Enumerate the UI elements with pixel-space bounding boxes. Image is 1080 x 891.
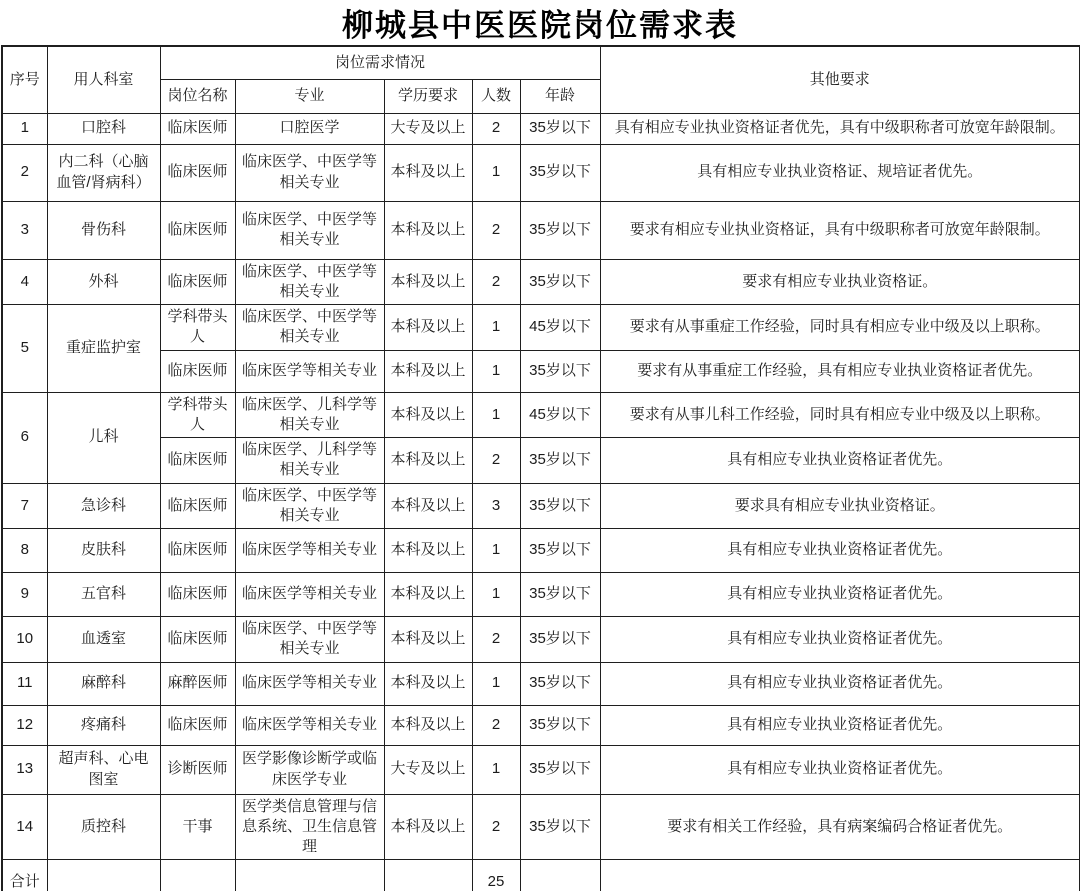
cell-other: 要求具有相应专业执业资格证。	[600, 483, 1080, 529]
header-major: 专业	[235, 79, 384, 113]
cell-other: 要求有从事重症工作经验，同时具有相应专业中级及以上职称。	[600, 305, 1080, 351]
cell-empty	[235, 860, 384, 891]
cell-position: 临床医师	[160, 259, 235, 305]
cell-position: 临床医师	[160, 617, 235, 663]
cell-other: 具有相应专业执业资格证者优先。	[600, 745, 1080, 794]
cell-dept: 内二科（心脑血管/肾病科）	[47, 144, 160, 201]
cell-dept: 儿科	[47, 392, 160, 483]
cell-age: 45岁以下	[520, 305, 600, 351]
cell-no: 13	[2, 745, 47, 794]
cell-count: 1	[472, 305, 520, 351]
cell-count: 1	[472, 529, 520, 573]
header-requirement-group: 岗位需求情况	[160, 46, 600, 79]
cell-other: 具有相应专业执业资格证者优先。	[600, 529, 1080, 573]
cell-count: 1	[472, 350, 520, 392]
header-count: 人数	[472, 79, 520, 113]
cell-position: 临床医师	[160, 113, 235, 144]
cell-position: 干事	[160, 794, 235, 860]
cell-education: 本科及以上	[384, 529, 472, 573]
cell-empty	[47, 860, 160, 891]
cell-dept: 急诊科	[47, 483, 160, 529]
cell-dept: 骨伤科	[47, 201, 160, 259]
cell-major: 临床医学、中医学等相关专业	[235, 617, 384, 663]
cell-other: 要求有相应专业执业资格证，具有中级职称者可放宽年龄限制。	[600, 201, 1080, 259]
cell-no: 12	[2, 705, 47, 745]
cell-position: 临床医师	[160, 350, 235, 392]
cell-major: 医学类信息管理与信息系统、卫生信息管理	[235, 794, 384, 860]
header-age: 年龄	[520, 79, 600, 113]
table-row	[2, 529, 1080, 573]
footer-row	[2, 860, 1080, 891]
table-row	[2, 794, 1080, 860]
cell-major: 临床医学、儿科学等相关专业	[235, 438, 384, 484]
cell-education: 本科及以上	[384, 617, 472, 663]
table-row	[2, 113, 1080, 144]
cell-count: 1	[472, 144, 520, 201]
cell-education: 本科及以上	[384, 705, 472, 745]
cell-education: 大专及以上	[384, 745, 472, 794]
cell-other: 具有相应专业执业资格证者优先。	[600, 662, 1080, 705]
cell-dept: 五官科	[47, 573, 160, 617]
cell-other: 要求有相应专业执业资格证。	[600, 259, 1080, 305]
cell-no: 7	[2, 483, 47, 529]
cell-major: 临床医学等相关专业	[235, 662, 384, 705]
cell-count: 1	[472, 745, 520, 794]
cell-major: 临床医学、中医学等相关专业	[235, 144, 384, 201]
cell-major: 临床医学等相关专业	[235, 573, 384, 617]
cell-age: 35岁以下	[520, 662, 600, 705]
cell-age: 35岁以下	[520, 617, 600, 663]
cell-other: 要求有从事儿科工作经验，同时具有相应专业中级及以上职称。	[600, 392, 1080, 438]
cell-major: 临床医学、中医学等相关专业	[235, 305, 384, 351]
cell-age: 35岁以下	[520, 201, 600, 259]
cell-count: 3	[472, 483, 520, 529]
cell-major: 临床医学等相关专业	[235, 350, 384, 392]
cell-other: 要求有相关工作经验，具有病案编码合格证者优先。	[600, 794, 1080, 860]
table-row	[2, 662, 1080, 705]
cell-position: 学科带头人	[160, 305, 235, 351]
cell-count: 1	[472, 573, 520, 617]
cell-age: 35岁以下	[520, 705, 600, 745]
cell-age: 35岁以下	[520, 259, 600, 305]
cell-no: 4	[2, 259, 47, 305]
cell-no: 1	[2, 113, 47, 144]
cell-no: 8	[2, 529, 47, 573]
cell-no: 10	[2, 617, 47, 663]
table-row	[2, 745, 1080, 794]
cell-major: 临床医学、中医学等相关专业	[235, 483, 384, 529]
header-education: 学历要求	[384, 79, 472, 113]
cell-other: 要求有从事重症工作经验，具有相应专业执业资格证者优先。	[600, 350, 1080, 392]
header-position: 岗位名称	[160, 79, 235, 113]
cell-major: 医学影像诊断学或临床医学专业	[235, 745, 384, 794]
cell-dept: 重症监护室	[47, 305, 160, 393]
table-row	[2, 144, 1080, 201]
cell-age: 35岁以下	[520, 573, 600, 617]
cell-age: 35岁以下	[520, 529, 600, 573]
cell-no: 3	[2, 201, 47, 259]
cell-position: 临床医师	[160, 573, 235, 617]
cell-no: 14	[2, 794, 47, 860]
cell-position: 学科带头人	[160, 392, 235, 438]
cell-no: 11	[2, 662, 47, 705]
cell-count: 2	[472, 201, 520, 259]
cell-education: 本科及以上	[384, 662, 472, 705]
cell-count: 2	[472, 113, 520, 144]
cell-dept: 质控科	[47, 794, 160, 860]
cell-total-label: 合计	[2, 860, 47, 891]
cell-age: 35岁以下	[520, 438, 600, 484]
cell-other: 具有相应专业执业资格证者优先。	[600, 573, 1080, 617]
cell-count: 2	[472, 705, 520, 745]
table-row	[2, 305, 1080, 351]
cell-position: 临床医师	[160, 144, 235, 201]
cell-dept: 皮肤科	[47, 529, 160, 573]
job-requirements-table	[1, 45, 1080, 891]
cell-education: 大专及以上	[384, 113, 472, 144]
cell-age: 35岁以下	[520, 144, 600, 201]
cell-count: 2	[472, 794, 520, 860]
header-other: 其他要求	[600, 46, 1080, 113]
cell-dept: 疼痛科	[47, 705, 160, 745]
cell-dept: 超声科、心电图室	[47, 745, 160, 794]
table-subrow	[2, 438, 1080, 484]
cell-dept: 外科	[47, 259, 160, 305]
cell-no: 5	[2, 305, 47, 393]
cell-education: 本科及以上	[384, 392, 472, 438]
cell-major: 临床医学等相关专业	[235, 705, 384, 745]
cell-position: 临床医师	[160, 438, 235, 484]
cell-age: 35岁以下	[520, 483, 600, 529]
cell-empty	[600, 860, 1080, 891]
cell-education: 本科及以上	[384, 305, 472, 351]
header-row-1	[2, 46, 1080, 79]
cell-major: 临床医学、中医学等相关专业	[235, 259, 384, 305]
cell-dept: 血透室	[47, 617, 160, 663]
table-subrow	[2, 350, 1080, 392]
table-row	[2, 259, 1080, 305]
table-row	[2, 705, 1080, 745]
cell-age: 35岁以下	[520, 794, 600, 860]
cell-education: 本科及以上	[384, 350, 472, 392]
cell-education: 本科及以上	[384, 438, 472, 484]
cell-other: 具有相应专业执业资格证者优先。	[600, 705, 1080, 745]
cell-age: 45岁以下	[520, 392, 600, 438]
cell-position: 麻醉医师	[160, 662, 235, 705]
cell-other: 具有相应专业执业资格证者优先。	[600, 617, 1080, 663]
table-row	[2, 201, 1080, 259]
cell-count: 1	[472, 662, 520, 705]
cell-count: 2	[472, 259, 520, 305]
table-row	[2, 573, 1080, 617]
cell-education: 本科及以上	[384, 794, 472, 860]
cell-count: 1	[472, 392, 520, 438]
cell-no: 2	[2, 144, 47, 201]
cell-major: 口腔医学	[235, 113, 384, 144]
cell-count: 2	[472, 438, 520, 484]
cell-other: 具有相应专业执业资格证者优先。	[600, 438, 1080, 484]
cell-position: 临床医师	[160, 201, 235, 259]
cell-education: 本科及以上	[384, 483, 472, 529]
header-department: 用人科室	[47, 46, 160, 113]
cell-total-count: 25	[472, 860, 520, 891]
cell-dept: 麻醉科	[47, 662, 160, 705]
cell-count: 2	[472, 617, 520, 663]
cell-other: 具有相应专业执业资格证者优先，具有中级职称者可放宽年龄限制。	[600, 113, 1080, 144]
cell-education: 本科及以上	[384, 573, 472, 617]
cell-other: 具有相应专业执业资格证、规培证者优先。	[600, 144, 1080, 201]
cell-education: 本科及以上	[384, 201, 472, 259]
cell-education: 本科及以上	[384, 144, 472, 201]
cell-education: 本科及以上	[384, 259, 472, 305]
cell-age: 35岁以下	[520, 350, 600, 392]
cell-empty	[384, 860, 472, 891]
cell-major: 临床医学、中医学等相关专业	[235, 201, 384, 259]
table-row	[2, 483, 1080, 529]
header-serial: 序号	[2, 46, 47, 113]
cell-position: 诊断医师	[160, 745, 235, 794]
cell-position: 临床医师	[160, 483, 235, 529]
cell-no: 9	[2, 573, 47, 617]
cell-empty	[520, 860, 600, 891]
cell-no: 6	[2, 392, 47, 483]
cell-age: 35岁以下	[520, 745, 600, 794]
cell-age: 35岁以下	[520, 113, 600, 144]
table-row	[2, 392, 1080, 438]
cell-position: 临床医师	[160, 529, 235, 573]
table-row	[2, 617, 1080, 663]
cell-dept: 口腔科	[47, 113, 160, 144]
cell-major: 临床医学等相关专业	[235, 529, 384, 573]
cell-position: 临床医师	[160, 705, 235, 745]
cell-empty	[160, 860, 235, 891]
cell-major: 临床医学、儿科学等相关专业	[235, 392, 384, 438]
page-title: 柳城县中医医院岗位需求表	[342, 8, 738, 43]
